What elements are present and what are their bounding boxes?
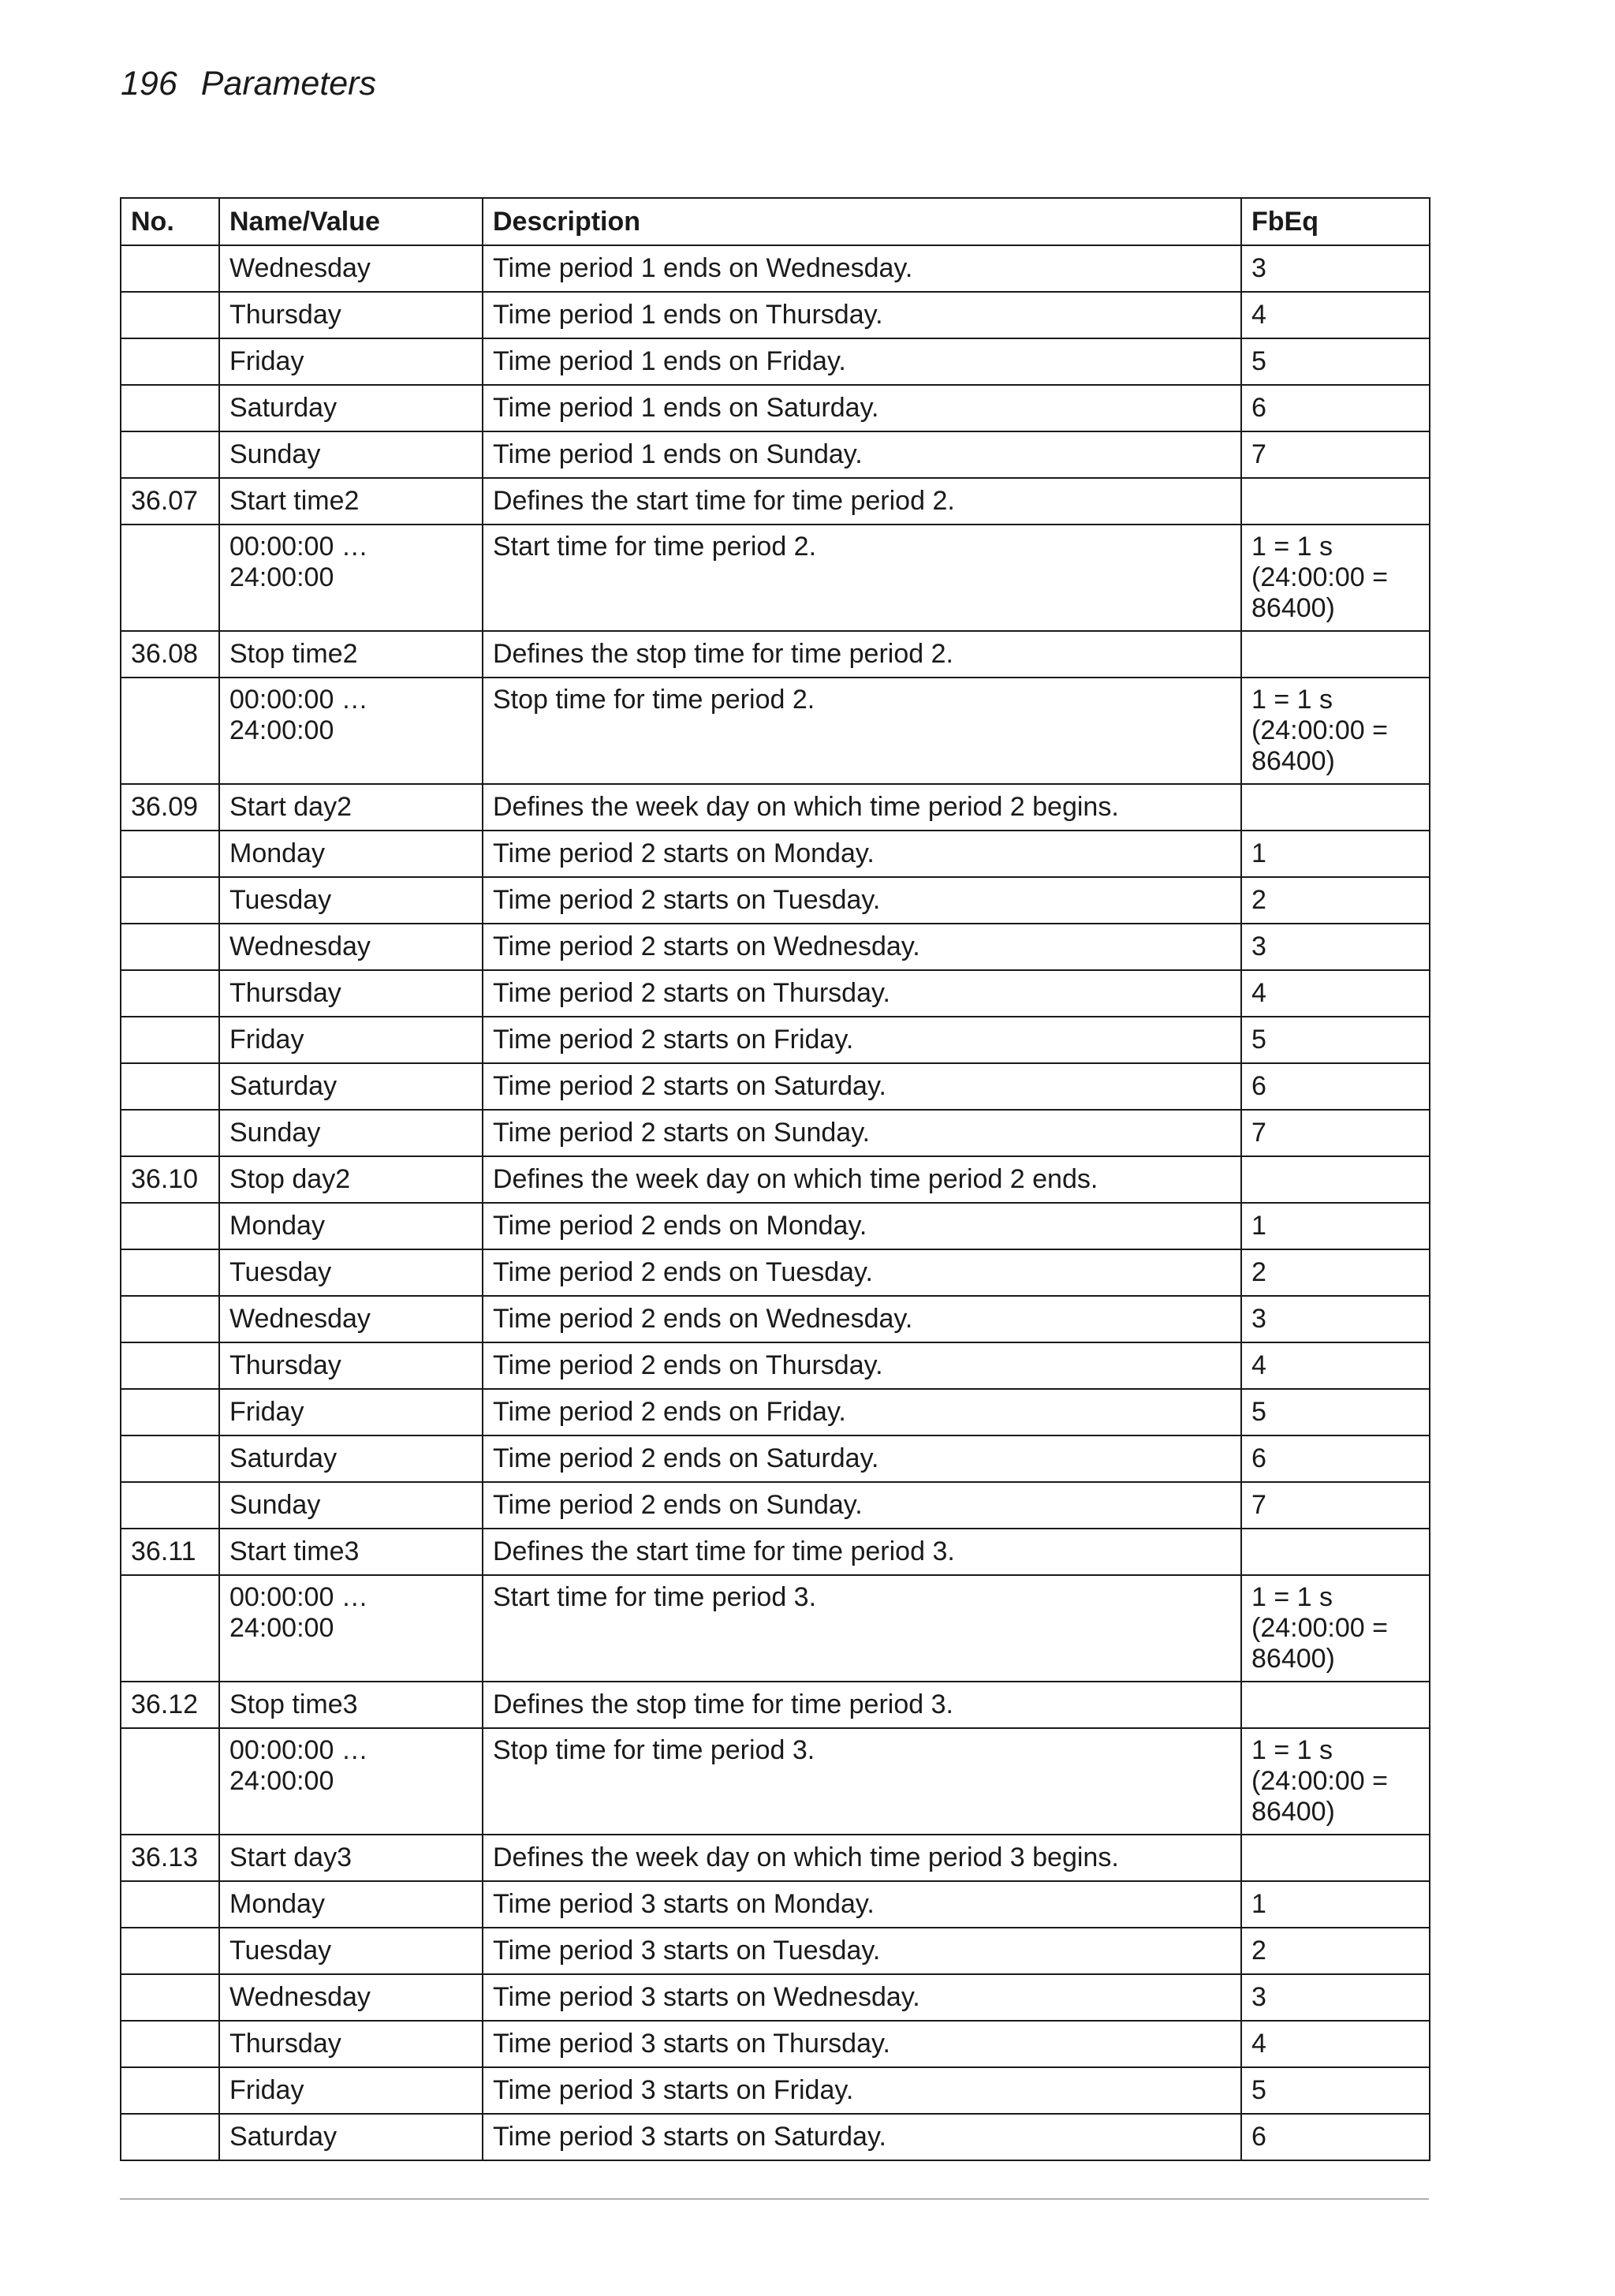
cell-no — [121, 1928, 219, 1974]
cell-fbeq — [1241, 631, 1430, 678]
section-title: Parameters — [200, 65, 376, 103]
name-value-line: Start time2 — [229, 486, 360, 516]
cell-description: Time period 1 ends on Sunday. — [483, 431, 1241, 478]
name-value-line: Sunday — [229, 1118, 321, 1148]
name-value-line: Wednesday — [229, 931, 371, 961]
cell-description: Time period 3 starts on Tuesday. — [483, 1928, 1241, 1974]
cell-name-value — [219, 525, 483, 631]
fbeq-line: 4 — [1251, 300, 1266, 330]
name-value-line: Monday — [229, 1889, 325, 1919]
cell-name-value — [219, 831, 483, 877]
table-body — [121, 245, 1430, 2160]
cell-fbeq — [1241, 678, 1430, 784]
table-row — [121, 1435, 1430, 1482]
cell-no — [121, 970, 219, 1017]
cell-name-value — [219, 1249, 483, 1296]
cell-no — [121, 338, 219, 385]
cell-description: Time period 3 starts on Saturday. — [483, 2114, 1241, 2160]
table-row — [121, 831, 1430, 877]
cell-no — [121, 678, 219, 784]
cell-name-value — [219, 1974, 483, 2021]
fbeq-line: 1 = 1 s — [1251, 532, 1333, 562]
name-value-line: Stop day2 — [229, 1164, 351, 1194]
cell-description: Defines the stop time for time period 2. — [483, 631, 1241, 678]
cell-name-value — [219, 1575, 483, 1682]
cell-no: 36.12 — [121, 1682, 219, 1728]
cell-fbeq — [1241, 831, 1430, 877]
table-row — [121, 1482, 1430, 1529]
cell-description: Time period 3 starts on Thursday. — [483, 2021, 1241, 2067]
cell-no — [121, 431, 219, 478]
cell-description: Time period 2 starts on Friday. — [483, 1017, 1241, 1063]
fbeq-line: 5 — [1251, 2075, 1266, 2105]
cell-name-value — [219, 970, 483, 1017]
fbeq-line: 1 = 1 s — [1251, 1735, 1333, 1765]
table-row — [121, 1728, 1430, 1835]
cell-description: Time period 2 ends on Wednesday. — [483, 1296, 1241, 1342]
cell-no — [121, 2067, 219, 2114]
cell-fbeq — [1241, 1974, 1430, 2021]
cell-name-value — [219, 1835, 483, 1881]
cell-name-value — [219, 245, 483, 292]
fbeq-line: 1 — [1251, 1211, 1266, 1241]
cell-no: 36.09 — [121, 784, 219, 831]
cell-description: Time period 1 ends on Wednesday. — [483, 245, 1241, 292]
fbeq-line: 3 — [1251, 931, 1266, 961]
cell-no: 36.07 — [121, 478, 219, 525]
table-row — [121, 245, 1430, 292]
table-row — [121, 2067, 1430, 2114]
name-value-line: Start day3 — [229, 1842, 352, 1872]
table-row — [121, 1249, 1430, 1296]
table-row — [121, 1575, 1430, 1682]
name-value-line: Stop time3 — [229, 1689, 358, 1719]
fbeq-line: 3 — [1251, 1304, 1266, 1334]
table-row — [121, 385, 1430, 431]
table-row — [121, 1017, 1430, 1063]
cell-name-value — [219, 2067, 483, 2114]
cell-description: Time period 2 starts on Saturday. — [483, 1063, 1241, 1110]
cell-description: Time period 2 ends on Monday. — [483, 1203, 1241, 1249]
column-header-fbeq: FbEq — [1241, 198, 1430, 245]
cell-name-value — [219, 338, 483, 385]
table-row — [121, 1203, 1430, 1249]
cell-description: Time period 1 ends on Friday. — [483, 338, 1241, 385]
table-row — [121, 1110, 1430, 1156]
table-row — [121, 1835, 1430, 1881]
cell-fbeq — [1241, 525, 1430, 631]
fbeq-line: 1 = 1 s — [1251, 1582, 1333, 1612]
name-value-line: Wednesday — [229, 1982, 371, 2012]
cell-fbeq — [1241, 1296, 1430, 1342]
fbeq-line: 86400) — [1251, 593, 1335, 623]
name-value-line: Thursday — [229, 300, 341, 330]
table-row — [121, 1682, 1430, 1728]
table-row — [121, 292, 1430, 338]
cell-fbeq — [1241, 1156, 1430, 1203]
cell-name-value — [219, 2021, 483, 2067]
cell-no — [121, 292, 219, 338]
cell-description: Time period 2 ends on Tuesday. — [483, 1249, 1241, 1296]
cell-description: Time period 3 starts on Friday. — [483, 2067, 1241, 2114]
fbeq-line: 5 — [1251, 1397, 1266, 1427]
cell-no — [121, 1389, 219, 1435]
fbeq-line: 6 — [1251, 393, 1266, 423]
fbeq-line: 4 — [1251, 2029, 1266, 2059]
cell-fbeq — [1241, 784, 1430, 831]
fbeq-line: 6 — [1251, 1443, 1266, 1473]
fbeq-line: (24:00:00 = — [1251, 562, 1388, 592]
cell-fbeq — [1241, 1249, 1430, 1296]
cell-name-value — [219, 1389, 483, 1435]
column-header-name-value: Name/Value — [219, 198, 483, 245]
cell-name-value — [219, 1482, 483, 1529]
cell-fbeq — [1241, 1575, 1430, 1682]
fbeq-line: 86400) — [1251, 1644, 1335, 1674]
cell-fbeq — [1241, 245, 1430, 292]
name-value-line: Wednesday — [229, 253, 371, 283]
name-value-line: Sunday — [229, 1490, 321, 1520]
cell-name-value — [219, 1682, 483, 1728]
cell-fbeq — [1241, 1342, 1430, 1389]
page-number: 196 — [121, 65, 177, 103]
cell-fbeq — [1241, 292, 1430, 338]
name-value-line: Monday — [229, 838, 325, 868]
name-value-line: Stop time2 — [229, 639, 358, 669]
cell-name-value — [219, 1728, 483, 1835]
cell-no — [121, 2114, 219, 2160]
cell-fbeq — [1241, 1482, 1430, 1529]
footer-divider — [120, 2198, 1429, 2200]
cell-description: Time period 1 ends on Thursday. — [483, 292, 1241, 338]
name-value-line: 00:00:00 … — [229, 1582, 368, 1612]
cell-name-value — [219, 1881, 483, 1928]
cell-fbeq — [1241, 924, 1430, 970]
name-value-line: Thursday — [229, 1350, 341, 1380]
cell-fbeq — [1241, 2067, 1430, 2114]
cell-no — [121, 877, 219, 924]
name-value-line: Tuesday — [229, 1257, 332, 1287]
name-value-line: Friday — [229, 2075, 304, 2105]
name-value-line: Sunday — [229, 439, 321, 469]
fbeq-line: 1 — [1251, 1889, 1266, 1919]
table-row — [121, 970, 1430, 1017]
page-header — [121, 65, 376, 103]
cell-no — [121, 1342, 219, 1389]
cell-name-value — [219, 678, 483, 784]
fbeq-line: 3 — [1251, 1982, 1266, 2012]
cell-fbeq — [1241, 1835, 1430, 1881]
cell-no: 36.13 — [121, 1835, 219, 1881]
fbeq-line: 6 — [1251, 2122, 1266, 2152]
cell-fbeq — [1241, 877, 1430, 924]
table-row — [121, 678, 1430, 784]
cell-description: Stop time for time period 2. — [483, 678, 1241, 784]
cell-name-value — [219, 1529, 483, 1575]
cell-fbeq — [1241, 385, 1430, 431]
fbeq-line: 7 — [1251, 1118, 1266, 1148]
cell-fbeq — [1241, 970, 1430, 1017]
cell-no — [121, 1110, 219, 1156]
cell-description: Defines the week day on which time period 2 begins. — [483, 784, 1241, 831]
name-value-line: Thursday — [229, 978, 341, 1008]
table-row — [121, 1342, 1430, 1389]
cell-description: Start time for time period 3. — [483, 1575, 1241, 1682]
table-row — [121, 1928, 1430, 1974]
cell-name-value — [219, 877, 483, 924]
column-header-no: No. — [121, 198, 219, 245]
fbeq-line: (24:00:00 = — [1251, 1766, 1388, 1796]
name-value-line: 24:00:00 — [229, 715, 334, 745]
fbeq-line: 2 — [1251, 1257, 1266, 1287]
fbeq-line: 1 = 1 s — [1251, 685, 1333, 715]
name-value-line: 24:00:00 — [229, 562, 334, 592]
cell-no — [121, 1435, 219, 1482]
cell-fbeq — [1241, 1928, 1430, 1974]
cell-fbeq — [1241, 1389, 1430, 1435]
cell-fbeq — [1241, 1682, 1430, 1728]
name-value-line: Friday — [229, 1397, 304, 1427]
cell-no — [121, 2021, 219, 2067]
cell-name-value — [219, 385, 483, 431]
cell-name-value — [219, 1203, 483, 1249]
fbeq-line: 5 — [1251, 346, 1266, 376]
cell-no — [121, 1203, 219, 1249]
table-row — [121, 478, 1430, 525]
cell-no — [121, 1728, 219, 1835]
table-row — [121, 431, 1430, 478]
cell-fbeq — [1241, 478, 1430, 525]
cell-description: Start time for time period 2. — [483, 525, 1241, 631]
name-value-line: Friday — [229, 1025, 304, 1055]
fbeq-line: 3 — [1251, 253, 1266, 283]
fbeq-line: 1 — [1251, 838, 1266, 868]
name-value-line: Wednesday — [229, 1304, 371, 1334]
cell-description: Time period 3 starts on Wednesday. — [483, 1974, 1241, 2021]
cell-fbeq — [1241, 1728, 1430, 1835]
table-row — [121, 877, 1430, 924]
cell-no — [121, 1017, 219, 1063]
name-value-line: Start day2 — [229, 792, 352, 822]
name-value-line: Saturday — [229, 2122, 338, 2152]
name-value-line: Start time3 — [229, 1536, 360, 1566]
cell-fbeq — [1241, 1063, 1430, 1110]
name-value-line: 00:00:00 … — [229, 1735, 368, 1765]
cell-description: Time period 2 ends on Saturday. — [483, 1435, 1241, 1482]
cell-fbeq — [1241, 1529, 1430, 1575]
cell-fbeq — [1241, 2021, 1430, 2067]
name-value-line: Friday — [229, 346, 304, 376]
fbeq-line: 2 — [1251, 885, 1266, 915]
cell-fbeq — [1241, 1435, 1430, 1482]
cell-name-value — [219, 1017, 483, 1063]
cell-description: Time period 2 starts on Monday. — [483, 831, 1241, 877]
table-header-row — [121, 198, 1430, 245]
cell-no — [121, 245, 219, 292]
name-value-line: Thursday — [229, 2029, 341, 2059]
table-row — [121, 2021, 1430, 2067]
cell-description: Time period 2 starts on Sunday. — [483, 1110, 1241, 1156]
cell-name-value — [219, 631, 483, 678]
cell-name-value — [219, 1110, 483, 1156]
table-row — [121, 1881, 1430, 1928]
fbeq-line: 5 — [1251, 1025, 1266, 1055]
table-row — [121, 924, 1430, 970]
table-row — [121, 1529, 1430, 1575]
cell-description: Stop time for time period 3. — [483, 1728, 1241, 1835]
name-value-line: Saturday — [229, 1443, 338, 1473]
table-row — [121, 1296, 1430, 1342]
cell-no — [121, 385, 219, 431]
cell-name-value — [219, 1296, 483, 1342]
cell-no — [121, 525, 219, 631]
cell-fbeq — [1241, 338, 1430, 385]
cell-no — [121, 1974, 219, 2021]
cell-name-value — [219, 1435, 483, 1482]
table-row — [121, 1063, 1430, 1110]
cell-description: Time period 1 ends on Saturday. — [483, 385, 1241, 431]
cell-no — [121, 831, 219, 877]
cell-name-value — [219, 1063, 483, 1110]
cell-fbeq — [1241, 2114, 1430, 2160]
name-value-line: 24:00:00 — [229, 1613, 334, 1643]
fbeq-line: 4 — [1251, 978, 1266, 1008]
name-value-line: Monday — [229, 1211, 325, 1241]
table-row — [121, 338, 1430, 385]
cell-description: Time period 2 ends on Friday. — [483, 1389, 1241, 1435]
cell-name-value — [219, 2114, 483, 2160]
cell-fbeq — [1241, 1017, 1430, 1063]
fbeq-line: (24:00:00 = — [1251, 715, 1388, 745]
fbeq-line: 4 — [1251, 1350, 1266, 1380]
cell-fbeq — [1241, 431, 1430, 478]
fbeq-line: 7 — [1251, 1490, 1266, 1520]
table-row — [121, 1156, 1430, 1203]
fbeq-line: 86400) — [1251, 746, 1335, 776]
cell-fbeq — [1241, 1881, 1430, 1928]
cell-no — [121, 924, 219, 970]
cell-name-value — [219, 431, 483, 478]
name-value-line: 24:00:00 — [229, 1766, 334, 1796]
fbeq-line: (24:00:00 = — [1251, 1613, 1388, 1643]
cell-no — [121, 1296, 219, 1342]
fbeq-line: 7 — [1251, 439, 1266, 469]
cell-no — [121, 1575, 219, 1682]
cell-fbeq — [1241, 1203, 1430, 1249]
cell-description: Defines the week day on which time period 3 begins. — [483, 1835, 1241, 1881]
cell-no — [121, 1063, 219, 1110]
cell-description: Defines the start time for time period 2. — [483, 478, 1241, 525]
name-value-line: Saturday — [229, 393, 338, 423]
cell-description: Defines the stop time for time period 3. — [483, 1682, 1241, 1728]
cell-no: 36.08 — [121, 631, 219, 678]
cell-description: Time period 2 ends on Sunday. — [483, 1482, 1241, 1529]
table-row — [121, 525, 1430, 631]
table-row — [121, 1974, 1430, 2021]
name-value-line: 00:00:00 … — [229, 685, 368, 715]
name-value-line: Tuesday — [229, 885, 332, 915]
fbeq-line: 86400) — [1251, 1797, 1335, 1827]
name-value-line: Saturday — [229, 1071, 338, 1101]
cell-description: Defines the start time for time period 3. — [483, 1529, 1241, 1575]
cell-description: Time period 2 starts on Thursday. — [483, 970, 1241, 1017]
table-row — [121, 2114, 1430, 2160]
table-row — [121, 784, 1430, 831]
cell-description: Time period 3 starts on Monday. — [483, 1881, 1241, 1928]
table-row — [121, 631, 1430, 678]
column-header-description: Description — [483, 198, 1241, 245]
cell-name-value — [219, 292, 483, 338]
name-value-line: 00:00:00 … — [229, 532, 368, 562]
fbeq-line: 2 — [1251, 1936, 1266, 1966]
cell-no — [121, 1482, 219, 1529]
cell-description: Time period 2 ends on Thursday. — [483, 1342, 1241, 1389]
cell-description: Defines the week day on which time period 2 ends. — [483, 1156, 1241, 1203]
table-row — [121, 1389, 1430, 1435]
cell-name-value — [219, 1342, 483, 1389]
parameters-table — [120, 197, 1430, 2161]
cell-description: Time period 2 starts on Wednesday. — [483, 924, 1241, 970]
cell-name-value — [219, 1928, 483, 1974]
cell-no — [121, 1881, 219, 1928]
cell-no: 36.10 — [121, 1156, 219, 1203]
cell-no — [121, 1249, 219, 1296]
name-value-line: Tuesday — [229, 1936, 332, 1966]
cell-name-value — [219, 478, 483, 525]
cell-name-value — [219, 924, 483, 970]
cell-name-value — [219, 784, 483, 831]
cell-fbeq — [1241, 1110, 1430, 1156]
fbeq-line: 6 — [1251, 1071, 1266, 1101]
cell-description: Time period 2 starts on Tuesday. — [483, 877, 1241, 924]
cell-no: 36.11 — [121, 1529, 219, 1575]
cell-name-value — [219, 1156, 483, 1203]
